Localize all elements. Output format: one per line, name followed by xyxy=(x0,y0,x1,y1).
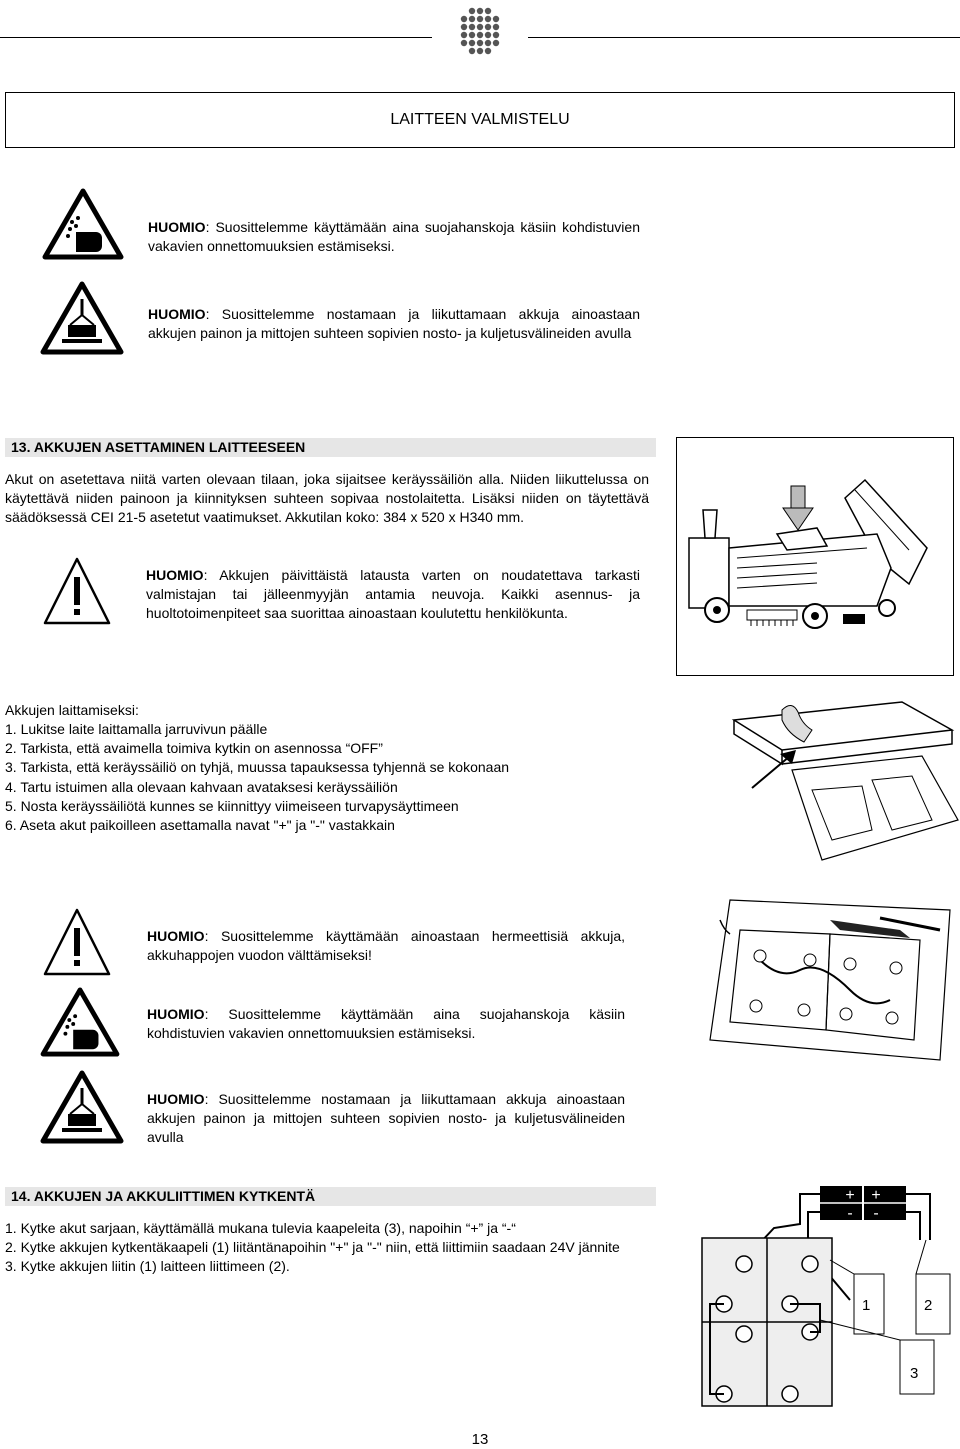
machine-illustration-box xyxy=(676,437,954,676)
warning-label: HUOMIO xyxy=(147,928,205,944)
page-number: 13 xyxy=(471,1431,489,1448)
diagram-label-2: 2 xyxy=(924,1297,933,1314)
title-box xyxy=(5,92,955,148)
warning-label: HUOMIO xyxy=(148,306,206,322)
section-13-warning xyxy=(146,566,640,623)
warning-text: : Suosittelemme käyttämään aina suojahanskoja käsiin kohdistuvien vakavien onnettomuuksien estämiseksi. xyxy=(147,1006,625,1041)
list-item: 4. Tartu istuimen alla olevaan kahvaan avataksesi keräyssäiliön xyxy=(5,778,398,795)
page-title: LAITTEEN VALMISTELU xyxy=(390,111,570,128)
steps-title: Akkujen laittamiseksi: xyxy=(5,702,139,718)
connector-plus-right: + xyxy=(871,1187,881,1204)
list-item: 1. Kytke akut sarjaan, käyttämällä mukana tulevia kaapeleita (3), napoihin “+” ja “-“ xyxy=(5,1220,516,1236)
section-14-heading: 14. AKKUJEN JA AKKULIITTIMEN KYTKENTÄ xyxy=(5,1187,656,1206)
exclamation-warning-icon xyxy=(42,906,112,978)
section-13-paragraph: Akut on asetettava niitä varten olevaan tilaan, joka sijaitsee keräyssäiliön alla. Niiden liikuttelussa on käytettävä niiden painoon ja kiinnityksen suhteen sopivaa nostolaitetta. Lisäksi niiden on täytettävä säädöksessä CEI 21-5 asetetut vaatimukset. Akkutilan koko: 384 x 520 x H340 mm. xyxy=(5,471,649,525)
warning-top-2 xyxy=(148,305,640,343)
connector-plus-left: + xyxy=(845,1187,855,1204)
warning-text: : Suosittelemme käyttämään ainoastaan hermeettisiä akkuja, akkuhappojen vuodon välttämiseksi! xyxy=(147,928,625,963)
warning-label: HUOMIO xyxy=(147,1091,205,1107)
warning-text: : Akkujen päivittäistä latausta varten on noudatettava tarkasti valmistajan tai jälleenmyyjän antamia neuvoja. Kaikki asennus- ja huoltotoimenpiteet saa suorittaa ainoastaan koulutettu henkilökunta. xyxy=(146,567,640,621)
warning-mid-3 xyxy=(147,1090,625,1147)
header-rule-right xyxy=(528,37,960,38)
battery-wiring-diagram xyxy=(680,1180,960,1410)
glove-hand-warning-icon xyxy=(42,188,124,260)
diagram-label-1: 1 xyxy=(862,1297,871,1314)
list-item: 2. Tarkista, että avaimella toimiva kytkin on asennossa “OFF” xyxy=(5,740,383,757)
list-item: 3. Kytke akkujen liitin (1) laitteen liittimeen (2). xyxy=(5,1258,290,1275)
warning-label: HUOMIO xyxy=(147,1006,205,1022)
warning-top-1 xyxy=(148,218,640,256)
header-rule-left xyxy=(0,37,432,38)
list-item: 6. Aseta akut paikoilleen asettamalla navat "+" ja "-" vastakkain xyxy=(5,817,395,834)
warning-text: : Suosittelemme nostamaan ja liikuttamaan akkuja ainoastaan akkujen painon ja mittojen suhteen sopivien nosto- ja kuljetusvälineiden avulla xyxy=(148,306,640,341)
warning-label: HUOMIO xyxy=(146,567,204,583)
battery-compartment-illustration xyxy=(700,890,955,1080)
warning-label: HUOMIO xyxy=(148,219,206,235)
warning-mid-2 xyxy=(147,1005,625,1043)
section-14-steps xyxy=(5,1219,685,1277)
hanging-load-warning-icon xyxy=(40,281,124,355)
connector-minus-right: - xyxy=(873,1205,879,1222)
list-item: 1. Lukitse laite laittamalla jarruvivun päälle xyxy=(5,721,268,737)
exclamation-warning-icon xyxy=(42,555,112,627)
warning-text: : Suosittelemme nostamaan ja liikuttamaan akkuja ainoastaan akkujen painon ja mittojen suhteen sopivien nosto- ja kuljetusvälineiden avulla xyxy=(147,1091,625,1145)
diagram-label-3: 3 xyxy=(910,1365,919,1382)
list-item: 2. Kytke akkujen kytkentäkaapeli (1) liitäntänapoihin "+" ja "-" niin, että liittimiin saadaan 24V jännite xyxy=(5,1239,620,1256)
section-13-heading: 13. AKKUJEN ASETTAMINEN LAITTEESEEN xyxy=(5,438,656,457)
connector-minus-left: - xyxy=(847,1205,853,1222)
floor-scrubber-illustration xyxy=(677,438,953,675)
hanging-load-warning-icon xyxy=(40,1070,124,1144)
tank-opening-illustration xyxy=(722,690,960,880)
list-item: 3. Tarkista, että keräyssäiliö on tyhjä, muussa tapauksessa tyhjennä se kokonaan xyxy=(5,759,510,776)
warning-text: : Suosittelemme käyttämään aina suojahanskoja käsiin kohdistuvien vakavien onnettomuuksien estämiseksi. xyxy=(148,219,640,254)
dot-grid-logo-icon xyxy=(450,6,512,62)
list-item: 5. Nosta keräyssäiliötä kunnes se kiinnittyy viimeiseen turvapysäyttimeen xyxy=(5,797,459,814)
glove-hand-warning-icon xyxy=(40,987,120,1057)
warning-mid-1 xyxy=(147,927,625,965)
steps-list xyxy=(5,720,645,835)
